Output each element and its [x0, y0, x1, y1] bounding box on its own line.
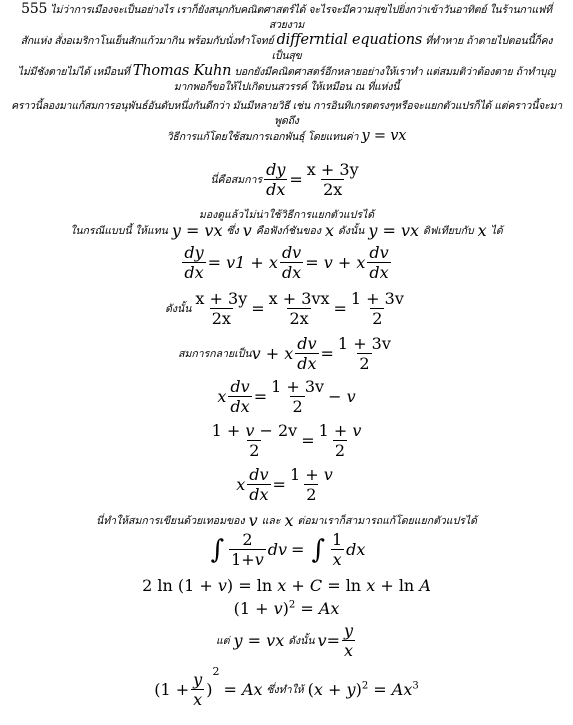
method-line-2: วิธีการแก้โดยใช้สมการเอกพันธุ์ โดยแทนค่า y = vx [166, 128, 407, 144]
intro-line-4: มากพอก็ขอให้ไปเกิดบนสวรรค์ ให้เหมือน ณ ที่แห่งนี้ [173, 81, 400, 93]
equation-4: สมการกลายเป็น v + x $\frac{dv}{dx}$ = $\frac{1 + 3v}{2}$ [178, 334, 391, 373]
equation-5: x $\frac{dv}{dx}$ = $\frac{1 + 3v}{2}$ − v [217, 377, 356, 416]
equation-8-integral: ∫ $\frac{2}{1+v}$ dv = ∫ $\frac{1}{x}$ dx [210, 530, 366, 569]
intro-line-2: สักแห่ง สั่งอเมริกาโนเย็นสักแก้วมากิน พร้อมกับนั่งทำโจทย์ differntial equations ที่ทำหาย ถ้าตายไปตอนนี้ก็คงเป็นสุข [20, 32, 553, 62]
equation-6: $\frac{1 + v - 2v}{2}$ = $\frac{1 + v}{2}$ [211, 421, 362, 460]
equation-2: $\frac{dy}{dx}$ = v1 + x $\frac{dv}{dx}$ = v + x $\frac{dv}{dx}$ [184, 243, 389, 282]
intro-line-1: 555 ไม่ว่าการเมืองจะเป็นอย่างไร เราก็ยังสนุกกับคณิตศาสตร์ได้ จะไรจะมีความสุขไปยิ่งกว่าเข้าวันอาทิตย์ ในร้านกาแฟที่สวยงาม [21, 1, 552, 31]
equation-3: ดังนั้น $\frac{x + 3y}{2x}$ = $\frac{x + 3vx}{2x}$ = $\frac{1 + 3v}{2}$ [165, 289, 404, 328]
method-line-1: คราวนี้ลองมาแก้สมการอนุพันธ์อันดับหนึ่งกันดีกว่า มันมีหลายวิธี เช่น การอินทิเกรตตรงๆหรือจะแยกตัวแปรก็ได้ แต่คราวนี้จะมาพูดถึง [11, 100, 562, 127]
intro-paragraph [8, 2, 565, 95]
equation-9: 2 ln (1 + v) = ln x + C = ln x + ln A [142, 575, 431, 595]
intro-line-3: ไม่มีชังตายไม่ได้ เหมือนที่ Thomas Kuhn บอกยังมีคณิตศาสตร์อีกหลายอย่างให้เราทำ แต่สมมติว่าต้องตาย ถ้าทำบุญ [17, 63, 556, 79]
fraction: $\frac{x + 3y}{2x}$ [306, 160, 359, 199]
intro-number: 555 [21, 1, 48, 17]
method-paragraph [8, 99, 565, 145]
substitution-sentence: ในกรณีแบบนี้ ให้แทน y = vx ซึ่ง v คือฟังก์ชันของ x ดังนั้น y = vx ดิฟเทียบกับ x ได้ [70, 220, 503, 240]
rewrite-note: นี่ทำให้สมการเขียนด้วยเทอมของ v และ x ต่อมาเราก็สามารถแก้โดยแยกตัวแปรได้ [96, 510, 477, 530]
fraction: $\frac{dy}{dx}$ [266, 160, 286, 199]
note-cannot-separate: มองดูแล้วไม่น่าใช้วิธีการแยกตัวแปรได้ [198, 208, 375, 221]
equation-11: แต่ y = vx ดังนั้น v = $\frac{y}{x}$ [215, 621, 354, 660]
equation-10: $(1 + v)^2 = Ax$ [233, 598, 340, 618]
math-term: differntial equations [276, 32, 423, 48]
equation-12: (1 + $\frac{y}{x}$ ) 2 = Ax ซึ่งทำให้ $(x + y)^2 = Ax^3$ [154, 665, 419, 709]
person-name: Thomas Kuhn [132, 63, 232, 79]
equation-1: นี่คือสมการ $\frac{dy}{dx}$ = $\frac{x + 3y}{2x}$ [210, 160, 359, 199]
substitution: y = vx [361, 128, 407, 144]
equation-7: x $\frac{dv}{dx}$ = $\frac{1 + v}{2}$ [236, 465, 333, 504]
